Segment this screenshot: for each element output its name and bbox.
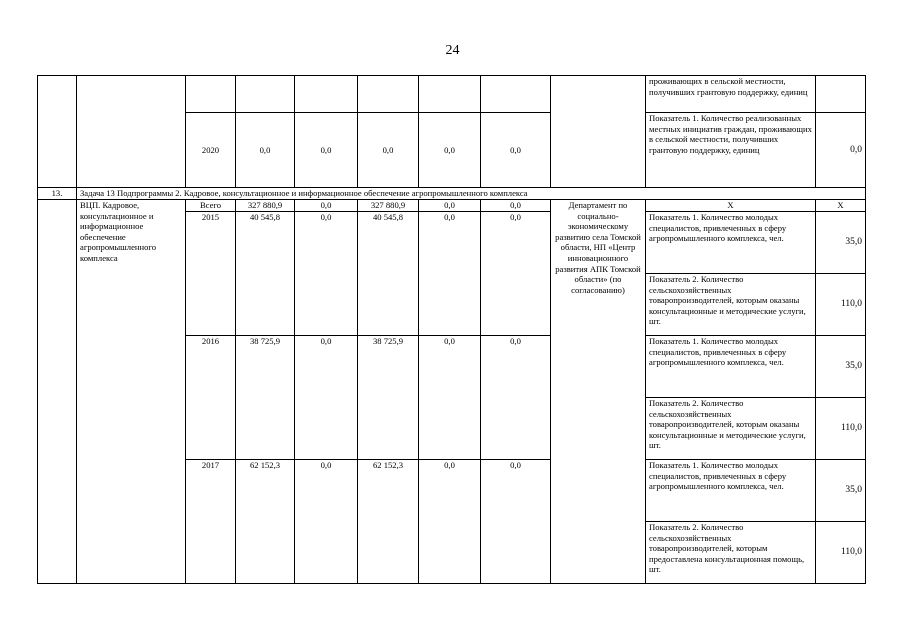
- indicator-value: 35,0: [816, 212, 866, 274]
- value-cell: 0,0: [295, 113, 358, 188]
- value-cell: 62 152,3: [236, 460, 295, 584]
- value-cell: 0,0: [295, 336, 358, 460]
- year-cell: 2020: [186, 113, 236, 188]
- indicator-cell: Показатель 2. Количество сельскохозяйственных товаропроизводителей, которым предоставлена консультационная помощь, шт.: [646, 522, 816, 584]
- year-cell: Всего: [186, 200, 236, 212]
- value-cell: 0,0: [481, 200, 551, 212]
- indicator-value: 110,0: [816, 398, 866, 460]
- indicator-cell: проживающих в сельской местности, получивших грантовую поддержку, единиц: [646, 76, 816, 113]
- executor-cell: Департамент по социально-экономическому развитию села Томской области, НП «Центр инновационного развития АПК Томской области» (по согласованию): [551, 200, 646, 584]
- value-cell: 0,0: [481, 336, 551, 460]
- indicator-cell: Показатель 1. Количество молодых специалистов, привлеченных в сферу агропромышленного комплекса, чел.: [646, 336, 816, 398]
- value-cell: 62 152,3: [358, 460, 419, 584]
- value-cell: 0,0: [419, 460, 481, 584]
- value-cell: 0,0: [419, 200, 481, 212]
- indicator-value: 35,0: [816, 336, 866, 398]
- value-cell: 0,0: [481, 113, 551, 188]
- value-cell: 327 880,9: [236, 200, 295, 212]
- value-cell: 0,0: [419, 336, 481, 460]
- indicator-value: 110,0: [816, 274, 866, 336]
- table-row: [38, 200, 866, 212]
- task-number: 13.: [38, 188, 77, 200]
- value-cell: 0,0: [481, 212, 551, 336]
- year-cell: 2015: [186, 212, 236, 336]
- value-cell: 0,0: [295, 200, 358, 212]
- value-cell: 0,0: [295, 460, 358, 584]
- value-cell: 0,0: [419, 113, 481, 188]
- value-cell: 327 880,9: [358, 200, 419, 212]
- value-cell: 40 545,8: [236, 212, 295, 336]
- indicator-cell: Х: [646, 200, 816, 212]
- value-cell: 38 725,9: [358, 336, 419, 460]
- indicator-value: Х: [816, 200, 866, 212]
- task-row: [38, 188, 866, 200]
- program-table: [37, 75, 866, 584]
- value-cell: 0,0: [419, 212, 481, 336]
- task-title: Задача 13 Подпрограммы 2. Кадровое, консультационное и информационное обеспечение агропромышленного комплекса: [77, 188, 866, 200]
- indicator-value: 0,0: [816, 113, 866, 188]
- indicator-cell: Показатель 1. Количество молодых специалистов, привлеченных в сферу агропромышленного комплекса, чел.: [646, 212, 816, 274]
- indicator-cell: Показатель 1. Количество молодых специалистов, привлеченных в сферу агропромышленного комплекса, чел.: [646, 460, 816, 522]
- indicator-cell: Показатель 1. Количество реализованных местных инициатив граждан, проживающих в сельской местности, получивших грантовую поддержку, единиц: [646, 113, 816, 188]
- indicator-value: 110,0: [816, 522, 866, 584]
- year-cell: 2017: [186, 460, 236, 584]
- value-cell: 40 545,8: [358, 212, 419, 336]
- year-cell: 2016: [186, 336, 236, 460]
- value-cell: 0,0: [358, 113, 419, 188]
- indicator-cell: Показатель 2. Количество сельскохозяйственных товаропроизводителей, которым оказаны консультационные и методические услуги, шт.: [646, 274, 816, 336]
- value-cell: 38 725,9: [236, 336, 295, 460]
- indicator-cell: Показатель 2. Количество сельскохозяйственных товаропроизводителей, которым оказаны консультационные и методические услуги, шт.: [646, 398, 816, 460]
- value-cell: 0,0: [236, 113, 295, 188]
- page-number: 24: [445, 43, 460, 58]
- indicator-value: 35,0: [816, 460, 866, 522]
- vcp-name: ВЦП. Кадровое, консультационное и информационное обеспечение агропромышленного комплекса: [77, 200, 186, 584]
- table-row: [38, 76, 866, 113]
- value-cell: 0,0: [481, 460, 551, 584]
- value-cell: 0,0: [295, 212, 358, 336]
